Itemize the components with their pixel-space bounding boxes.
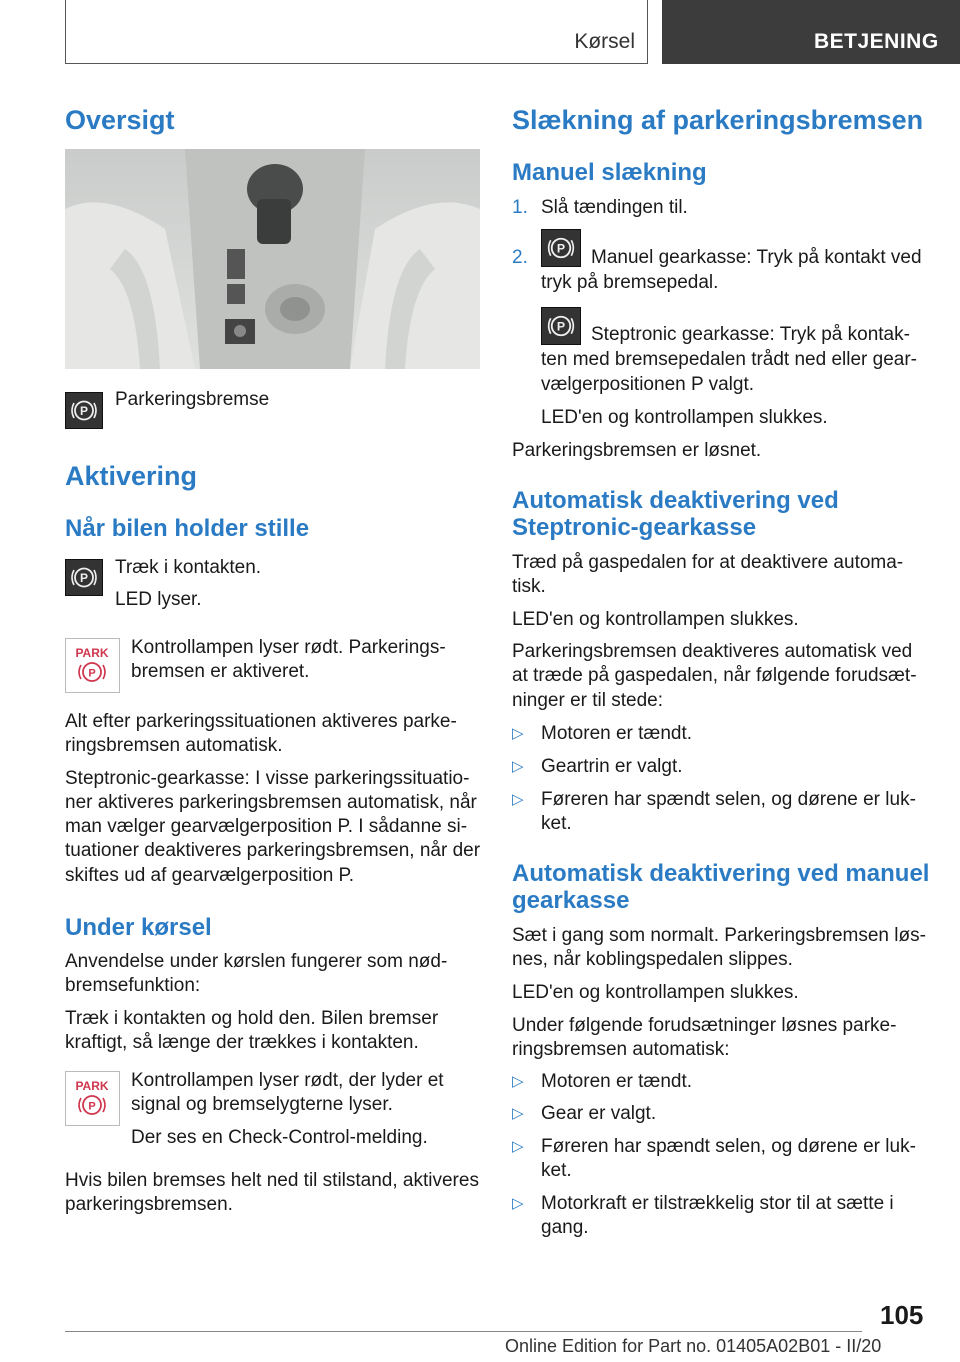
svg-text:P: P [556, 241, 566, 256]
subtitle-manuel: Manuel slækning [512, 159, 707, 186]
park-warning-icon [65, 1071, 120, 1126]
parking-brake-switch-icon [65, 392, 103, 429]
page-number: 105 [880, 1300, 924, 1330]
title-aktivering: Aktivering [65, 461, 198, 491]
svg-text:P: P [79, 404, 89, 418]
text-deakt-1: Parkeringsbremsen deaktiveres automatisk ved [512, 641, 913, 662]
list1-item-cont: ket. [541, 813, 572, 834]
step2-a1: Manuel gearkasse: Tryk på kontakt ved [591, 247, 922, 268]
text-losnet: Parkeringsbremsen er løsnet. [512, 440, 762, 461]
text-step-4: tuationer deaktiveres parkeringsbremsen, når der [65, 840, 481, 861]
text-kontrol2-1: Kontrollampen lyser rødt, der lyder et [131, 1070, 444, 1091]
text-hvis-1: Hvis bilen bremses helt ned til stilstand, aktiveres [65, 1170, 479, 1191]
text-anv-1: Anvendelse under kørslen fungerer som nød- [65, 951, 448, 972]
footer-edition: Online Edition for Part no. 01405A02B01 - II/20 [505, 1336, 882, 1356]
step2-b3: vælgerpositionen P valgt. [541, 374, 754, 395]
text-under-1: Under følgende forudsætninger løsnes parke- [512, 1015, 897, 1036]
subtitle-auto-man-1: Automatisk deaktivering ved manuel [512, 860, 930, 887]
text-under-2: ringsbremsen automatisk: [512, 1039, 730, 1060]
parking-brake-switch-icon [541, 307, 581, 345]
list2-item: Føreren har spændt selen, og dørene er luk- [541, 1136, 916, 1157]
text-led-lyser: LED lyser. [115, 589, 202, 610]
bullet-icon: ▷ [512, 725, 524, 742]
subtitle-auto-man-2: gearkasse [512, 887, 630, 914]
title-slaekning: Slækning af parkeringsbremsen [512, 105, 924, 135]
svg-text:P: P [88, 667, 96, 680]
text-hvis-2: parkeringsbremsen. [65, 1194, 233, 1215]
step2-b2: ten med bremsepedalen trådt ned eller gear- [541, 349, 918, 370]
text-traed-1: Træd på gaspedalen for at deaktivere automa- [512, 552, 904, 573]
step-number: 2. [512, 247, 528, 268]
caption-parkering: Parkeringsbremse [115, 389, 270, 410]
parking-brake-switch-icon [541, 229, 581, 267]
text-deakt-2: at træde på gaspedalen, når følgende forudsæt- [512, 665, 917, 686]
text-step-2: ner aktiveres parkeringsbremsen automatisk, når [65, 792, 477, 813]
bullet-icon: ▷ [512, 1105, 524, 1122]
header-section-label: Kørsel [574, 30, 635, 53]
bullet-icon: ▷ [512, 1195, 524, 1212]
svg-text:P: P [79, 571, 89, 585]
text-check: Der ses en Check-Control-melding. [131, 1127, 428, 1148]
bullet-icon: ▷ [512, 791, 524, 808]
step1-text: Slå tændingen til. [541, 197, 688, 218]
text-saet-2: nes, når koblingspedalen slippes. [512, 949, 793, 970]
title-oversigt: Oversigt [65, 105, 175, 135]
step2-c: LED'en og kontrollampen slukkes. [541, 407, 828, 428]
step2-a2: tryk på bremsepedal. [541, 272, 719, 293]
footer-divider [65, 1331, 862, 1332]
text-trek-2: kraftigt, så længe der trækkes i kontakten. [65, 1032, 419, 1053]
park-icon-label: PARK [75, 1079, 109, 1093]
subtitle-auto-step-2: Steptronic-gearkasse [512, 514, 757, 541]
console-photo [65, 149, 480, 369]
text-deakt-3: ninger er til stede: [512, 690, 664, 711]
text-step-1: Steptronic-gearkasse: I visse parkeringssituatio- [65, 768, 470, 789]
text-led-1: LED'en og kontrollampen slukkes. [512, 609, 799, 630]
park-icon-label: PARK [75, 646, 109, 660]
text-trek-1: Træk i kontakten og hold den. Bilen bremser [65, 1008, 439, 1029]
step-number: 1. [512, 197, 528, 218]
subtitle-under-korsel: Under kørsel [65, 914, 212, 941]
header-section-box [65, 0, 648, 64]
subtitle-auto-step-1: Automatisk deaktivering ved [512, 487, 839, 514]
text-alt-2: ringsbremsen automatisk. [65, 735, 283, 756]
text-alt-1: Alt efter parkeringssituationen aktiveres parke- [65, 711, 457, 732]
list2-item: Motoren er tændt. [541, 1071, 693, 1092]
list2-item: Gear er valgt. [541, 1103, 657, 1124]
text-kontrol2-2: signal og bremselygterne lyser. [131, 1094, 393, 1115]
svg-text:P: P [556, 319, 566, 334]
list2-item-cont: ket. [541, 1160, 572, 1181]
text-led-2: LED'en og kontrollampen slukkes. [512, 982, 799, 1003]
text-trek-kontakten: Træk i kontakten. [115, 557, 262, 578]
step2-b1: Steptronic gearkasse: Tryk på kontak- [591, 324, 910, 345]
list2-item-cont: gang. [541, 1217, 589, 1238]
header-chapter-box [662, 0, 960, 64]
header-chapter-label: BETJENING [814, 30, 939, 53]
text-kontrol-1: Kontrollampen lyser rødt. Parkerings- [131, 637, 446, 658]
text-saet-1: Sæt i gang som normalt. Parkeringsbremsen løs- [512, 925, 926, 946]
text-step-3: man vælger gearvælgerposition P. I sådanne si- [65, 816, 468, 837]
text-anv-2: bremsefunktion: [65, 975, 201, 996]
list1-item: Geartrin er valgt. [541, 756, 683, 777]
bullet-icon: ▷ [512, 1073, 524, 1090]
text-step-5: skiftes ud af gearvælgerposition P. [65, 865, 355, 886]
list2-item: Motorkraft er tilstrækkelig stor til at sætte i [541, 1193, 894, 1214]
text-traed-2: tisk. [512, 576, 546, 597]
bullet-icon: ▷ [512, 758, 524, 775]
subtitle-holder-stille: Når bilen holder stille [65, 515, 310, 542]
list1-item: Føreren har spændt selen, og dørene er luk- [541, 789, 916, 810]
svg-text:P: P [88, 1100, 96, 1113]
text-kontrol-2: bremsen er aktiveret. [131, 661, 310, 682]
list1-item: Motoren er tændt. [541, 723, 693, 744]
bullet-icon: ▷ [512, 1138, 524, 1155]
parking-brake-switch-icon [65, 559, 103, 596]
park-warning-icon [65, 638, 120, 693]
